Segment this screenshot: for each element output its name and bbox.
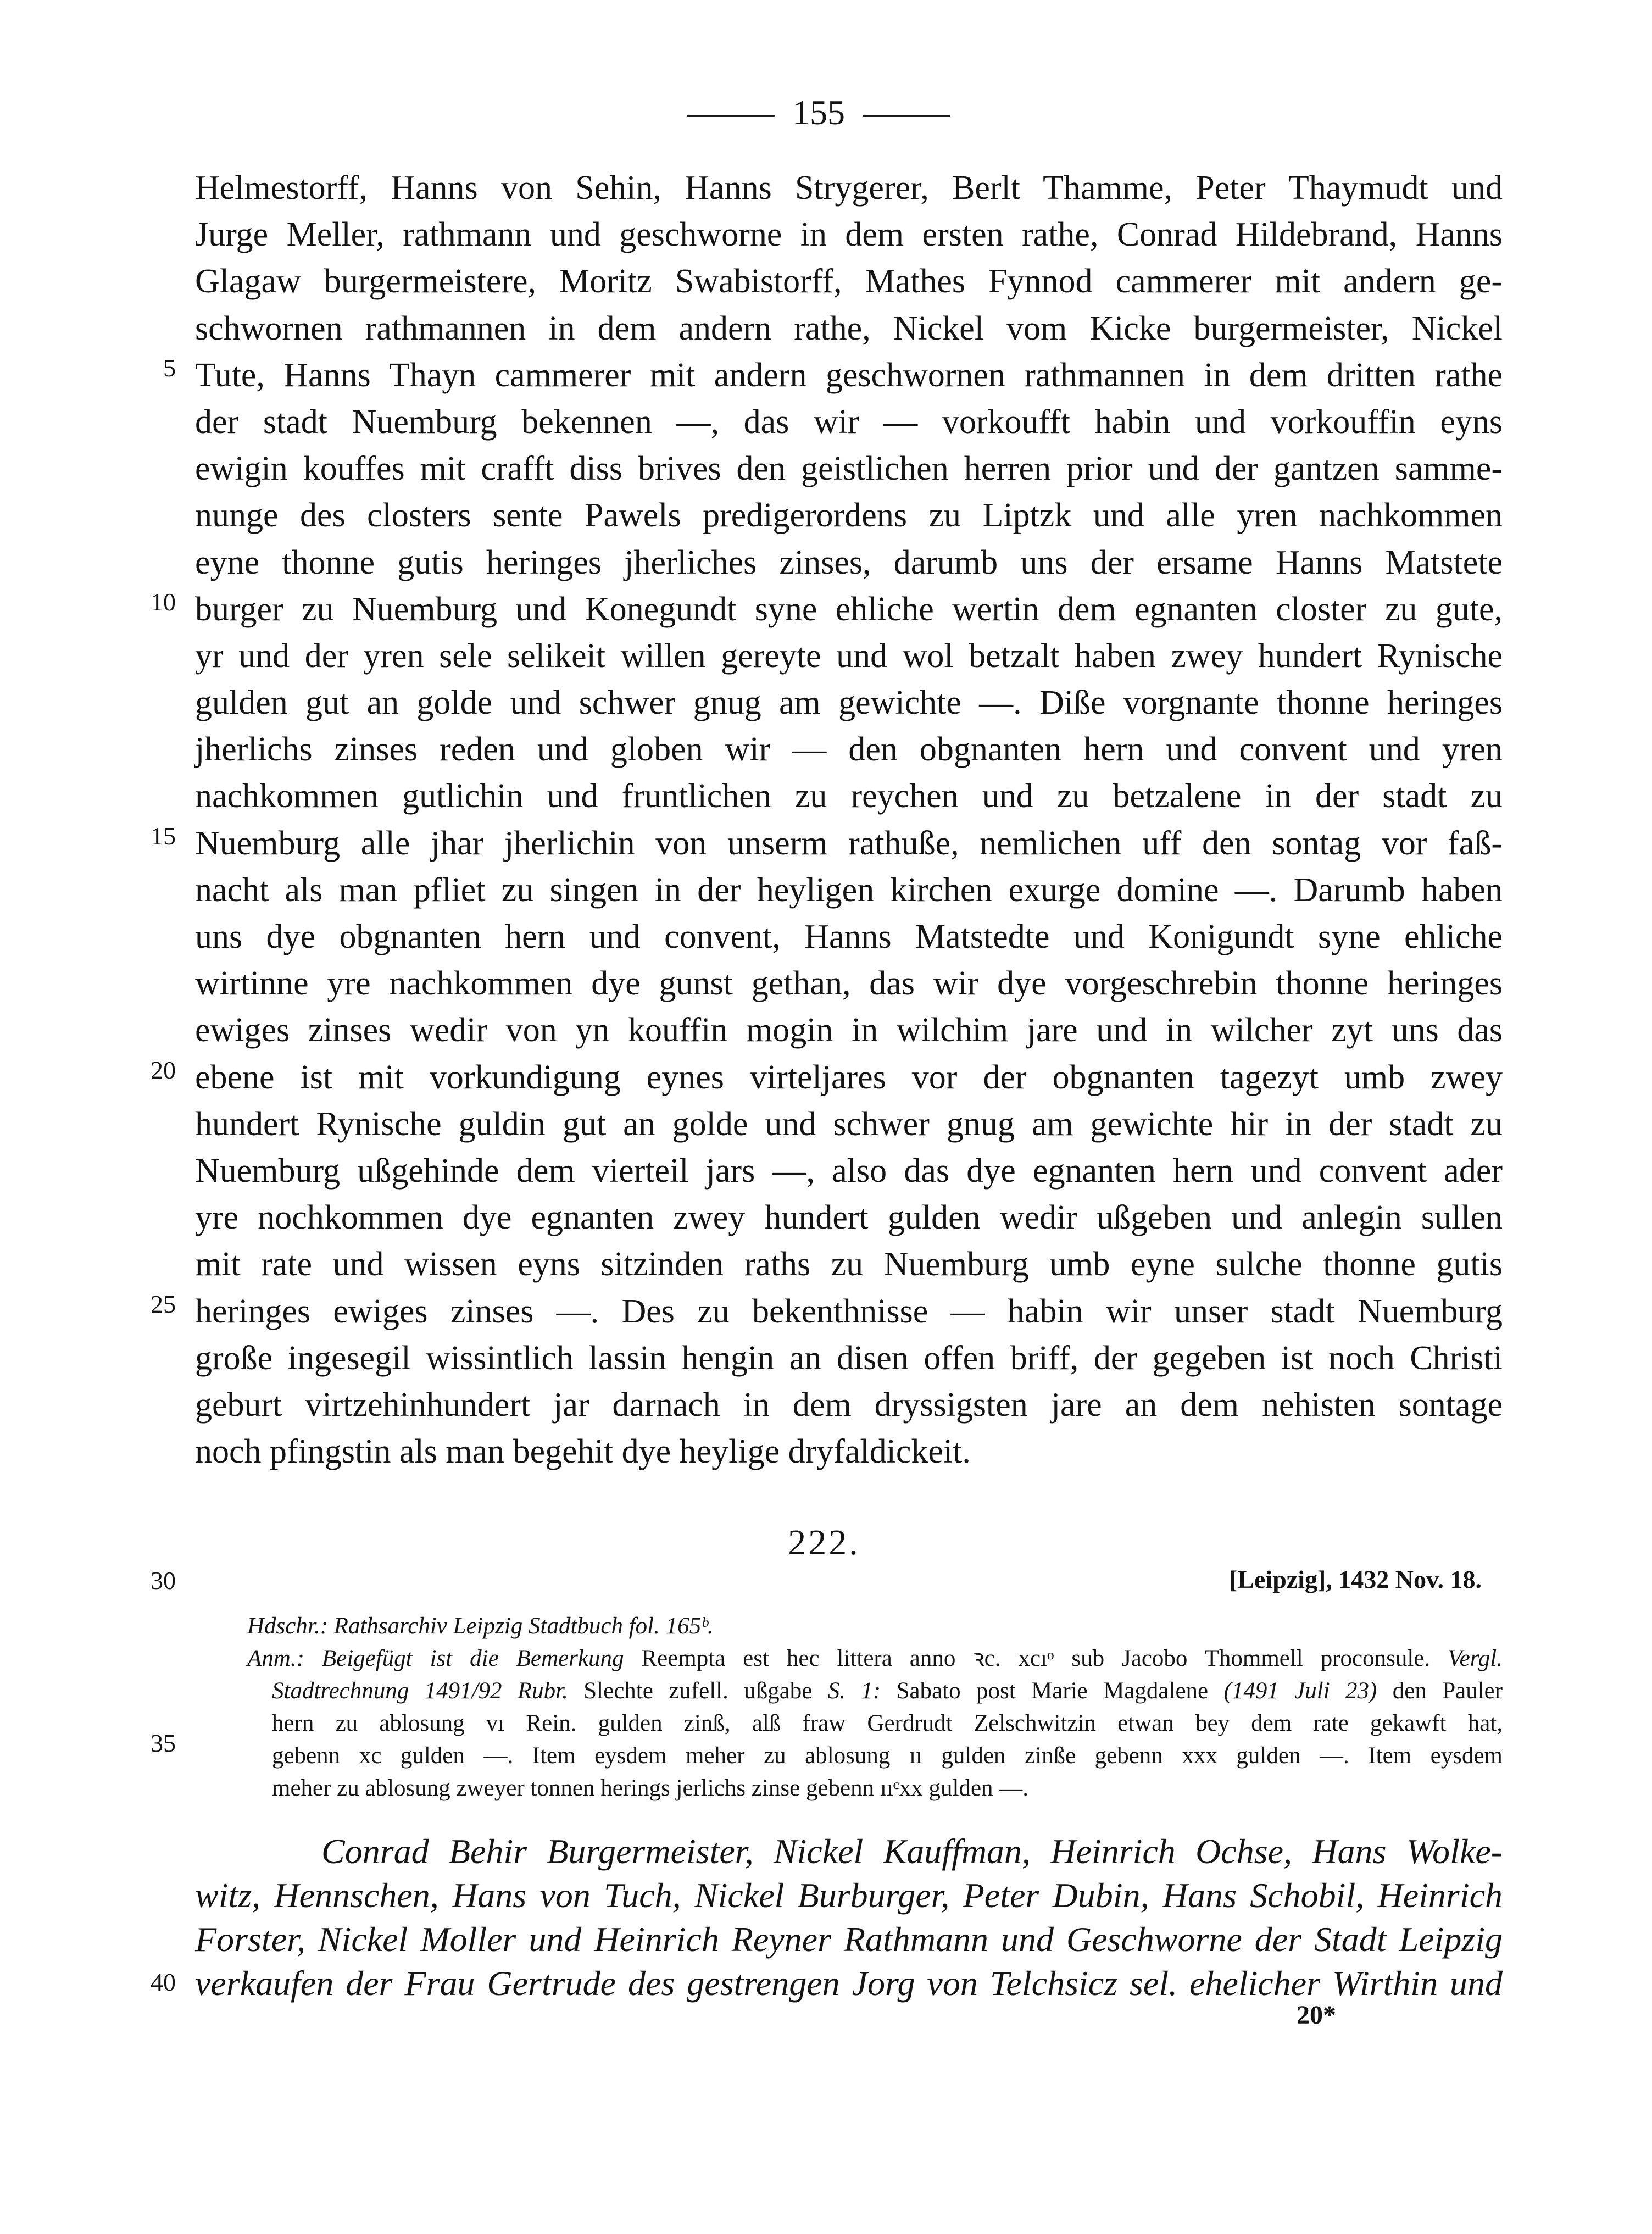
note-reference: Stadtrechnung 1491/92 Rubr. xyxy=(272,1678,568,1704)
regest-line: Forster, Nickel Moller und Heinrich Reyner Rathmann und Geschworne der Stadt Leipzig xyxy=(195,1920,1503,1959)
text-line: mit rate und wissen eyns sitzinden raths zu Nuemburg umb eyne sulche thonne gutis xyxy=(195,1246,1503,1283)
text-line: jherlichs zinses reden und globen wir — den obgnanten hern und convent und yren xyxy=(195,731,1503,769)
text-line: eyne thonne gutis heringes jherliches zinses, darumb uns der ersame Hanns Matstete xyxy=(195,543,1503,581)
text-line: noch pfingstin als man begehit dye heylige dryfaldickeit. xyxy=(195,1433,971,1471)
text-line: Glagaw burgermeistere, Moritz Swabistorff, Mathes Fynnod cammerer mit andern ge- xyxy=(195,263,1503,301)
note-label: Anm.: xyxy=(247,1646,304,1671)
note-text: den Pauler xyxy=(1392,1678,1503,1704)
signature-mark: 20* xyxy=(1297,2000,1336,2030)
regest-line: Conrad Behir Burgermeister, Nickel Kauffman, Heinrich Ochse, Hans Wolke- xyxy=(321,1832,1503,1871)
apparatus-note-line: gebenn xc gulden —. Item eysdem meher zu ablosung ıı gulden zinße gebenn xxx gulden —. Item eysdem xyxy=(272,1743,1503,1769)
text-line: heringes ewiges zinses —. Des zu bekenthnisse — habin wir unser stadt Nuemburg xyxy=(195,1292,1503,1330)
source-label: Hdschr.: xyxy=(247,1613,328,1639)
text-line: hundert Rynische guldin gut an golde und schwer gnug am gewichte hir in der stadt zu xyxy=(195,1105,1503,1143)
note-intro: Beigefügt ist die Bemerkung xyxy=(321,1646,624,1671)
apparatus-note-line xyxy=(247,1675,1503,1707)
text-line: burger zu Nuemburg und Konegundt syne ehliche wertin dem egnanten closter zu gute, xyxy=(195,590,1503,628)
source-text: Rathsarchiv Leipzig Stadtbuch fol. 165ᵇ. xyxy=(333,1613,714,1639)
note-date: (1491 Juli 23) xyxy=(1223,1678,1377,1704)
text-line: geburt virtzehinhundert jar darnach in dem dryssigsten jare an dem nehisten sontage xyxy=(195,1386,1503,1424)
page-header xyxy=(687,88,950,137)
text-line: uns dye obgnanten hern und convent, Hanns Matstedte und Konigundt syne ehliche xyxy=(195,918,1503,955)
text-line: gulden gut an golde und schwer gnug am gewichte —. Diße vorgnante thonne heringes xyxy=(195,684,1503,722)
text-line: ebene ist mit vorkundigung eynes virteljares vor der obgnanten tagezyt umb zwey xyxy=(195,1058,1503,1096)
apparatus-source-line xyxy=(247,1610,1503,1642)
text-line: große ingesegil wissintlich lassin hengin an disen offen briff, der gegeben ist noch Christi xyxy=(195,1339,1503,1377)
regest-line: witz, Hennschen, Hans von Tuch, Nickel Burburger, Peter Dubin, Hans Schobil, Heinrich xyxy=(195,1876,1503,1915)
text-line: nachkommen gutlichin und fruntlichen zu reychen und zu betzalene in der stadt zu xyxy=(195,777,1503,815)
regest-line: verkaufen der Frau Gertrude des gestrengen Jorg von Telchsicz sel. ehelicher Wirthin und xyxy=(195,1964,1503,2003)
line-number: 25 xyxy=(151,1290,176,1318)
text-line: nunge des closters sente Pawels predigerordens zu Liptzk und alle yren nachkommen xyxy=(195,497,1503,535)
text-line: yr und der yren sele selikeit willen gereyte und wol betzalt haben zwey hundert Rynische xyxy=(195,637,1503,675)
note-quote: Reempta est hec littera anno ꝛc. xcıᵒ sub Jacobo Thommell proconsule. xyxy=(641,1646,1431,1671)
header-rule-right xyxy=(863,115,950,117)
line-number: 15 xyxy=(151,822,176,850)
text-line: der stadt Nuemburg bekennen —, das wir — vorkoufft habin und vorkouffin eyns xyxy=(195,403,1503,441)
regest-summary xyxy=(195,1830,1503,2005)
text-line: ewigin kouffes mit crafft diss brives den geistlichen herren prior und der gantzen samme- xyxy=(195,450,1503,488)
apparatus-note-line xyxy=(247,1642,1503,1675)
line-number: 20 xyxy=(151,1056,176,1084)
text-line: ewiges zinses wedir von yn kouffin mogin in wilchim jare und in wilcher zyt uns das xyxy=(195,1012,1503,1049)
line-number: 30 xyxy=(151,1566,176,1594)
text-line: Nuemburg alle jhar jherlichin von unserm rathuße, nemlichen uff den sontag vor faß- xyxy=(195,824,1503,862)
line-number: 5 xyxy=(163,354,176,382)
text-line: Jurge Meller, rathmann und geschworne in dem ersten rathe, Conrad Hildebrand, Hanns xyxy=(195,216,1503,254)
main-text-block xyxy=(195,165,1503,1475)
text-line: Tute, Hanns Thayn cammerer mit andern geschwornen rathmannen in dem dritten rathe xyxy=(195,356,1503,394)
critical-apparatus xyxy=(247,1610,1503,1804)
page-number: 155 xyxy=(792,93,845,132)
note-page-ref: S. 1: xyxy=(827,1678,881,1704)
note-text: Sabato post Marie Magdalene xyxy=(896,1678,1209,1704)
text-line: Helmestorff, Hanns von Sehin, Hanns Strygerer, Berlt Thamme, Peter Thaymudt und xyxy=(195,169,1503,207)
text-line: schwornen rathmannen in dem andern rathe, Nickel vom Kicke burgermeister, Nickel xyxy=(195,309,1503,347)
text-line: Nuemburg ußgehinde dem vierteil jars —, also das dye egnanten hern und convent ader xyxy=(195,1152,1503,1190)
line-number: 40 xyxy=(151,1968,176,1996)
text-line: nacht als man pfliet zu singen in der heyligen kirchen exurge domine —. Darumb haben xyxy=(195,871,1503,909)
note-text: Slechte zufell. ußgabe xyxy=(583,1678,813,1704)
apparatus-note-line: hern zu ablosung vı Rein. gulden zinß, alß fraw Gerdrudt Zelschwitzin etwan bey dem rate gekawft hat, xyxy=(272,1710,1503,1736)
line-number: 10 xyxy=(151,588,176,616)
note-vergl: Vergl. xyxy=(1448,1646,1503,1671)
document-number: 222. xyxy=(788,1522,860,1563)
text-line: yre nochkommen dye egnanten zwey hundert gulden wedir ußgeben und anlegin sullen xyxy=(195,1199,1503,1237)
text-line: wirtinne yre nachkommen dye gunst gethan, das wir dye vorgeschrebin thonne heringes xyxy=(195,965,1503,1003)
document-date: [Leipzig], 1432 Nov. 18. xyxy=(1229,1565,1482,1593)
apparatus-note-line: meher zu ablosung zweyer tonnen herings jerlichs zinse gebenn ııᶜxx gulden —. xyxy=(272,1775,1029,1801)
line-number: 35 xyxy=(151,1729,176,1757)
